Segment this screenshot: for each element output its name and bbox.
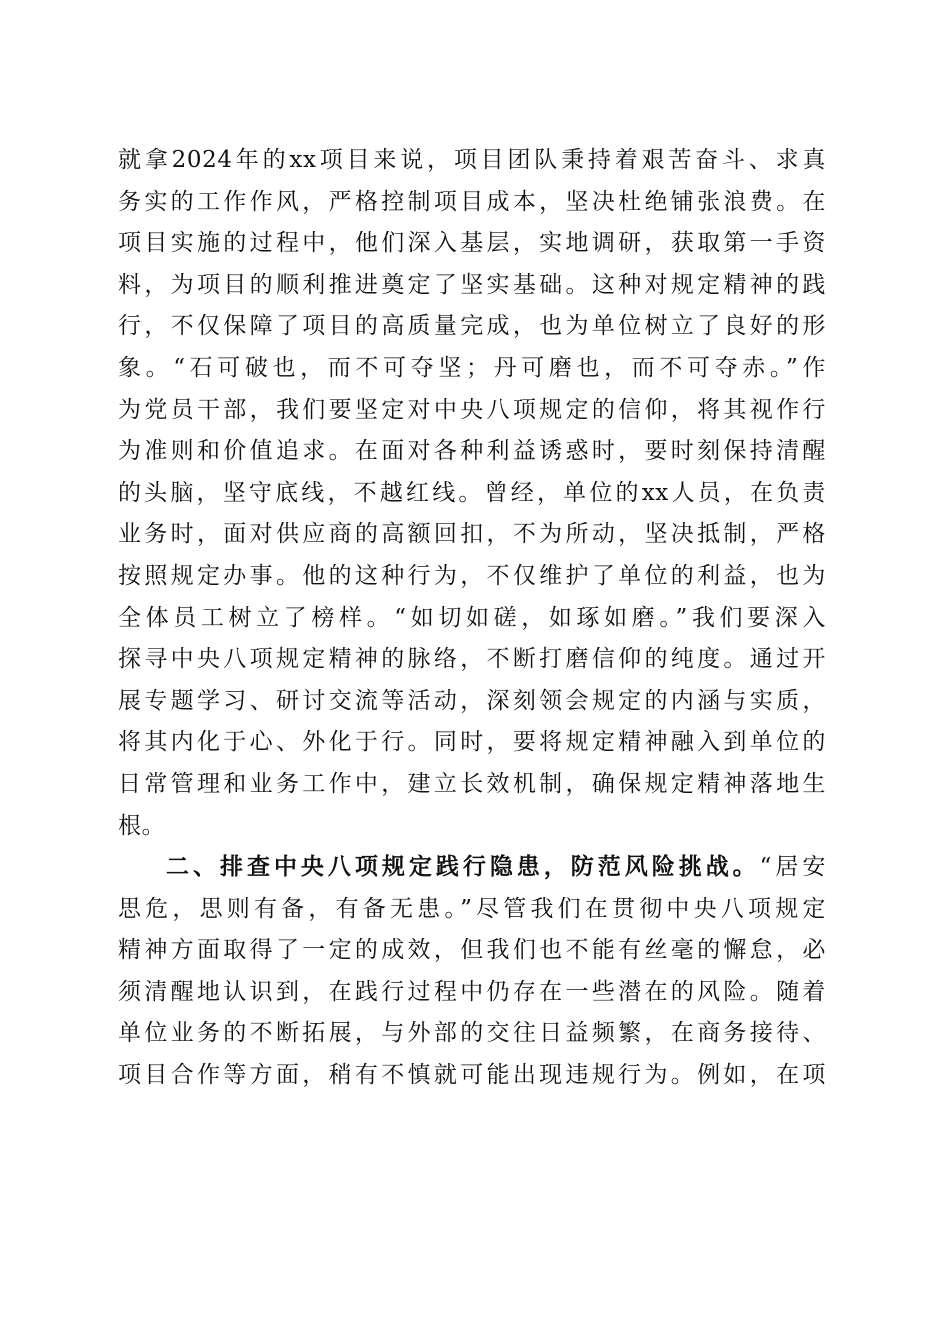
text-line: 单位业务的不断拓展，与外部的交往日益频繁，在商务接待、: [118, 1020, 826, 1047]
text-line: 行，不仅保障了项目的高质量完成，也为单位树立了良好的形: [118, 313, 826, 340]
text-line: 展专题学习、研讨交流等活动，深刻领会规定的内涵与实质，: [118, 687, 826, 714]
text-line: 料，为项目的顺利推进奠定了坚实基础。这种对规定精神的践: [118, 271, 826, 298]
text-line: 象。“石可破也，而不可夺坚；丹可磨也，而不可夺赤。”作: [118, 354, 826, 381]
text-line: 的头脑，坚守底线，不越红线。曾经，单位的xx人员，在负责: [118, 479, 826, 506]
section-2: [118, 847, 826, 1097]
text-line: 为党员干部，我们要坚定对中央八项规定的信仰，将其视作行: [118, 396, 826, 423]
text-line: 根。: [118, 812, 166, 839]
text-line: 全体员工树立了榜样。“如切如磋，如琢如磨。”我们要深入: [118, 604, 826, 631]
text-line: 项目合作等方面，稍有不慎就可能出现违规行为。例如，在项: [118, 1062, 826, 1089]
text-line: 精神方面取得了一定的成效，但我们也不能有丝毫的懈怠，必: [118, 937, 826, 964]
text-line: 探寻中央八项规定精神的脉络，不断打磨信仰的纯度。通过开: [118, 646, 826, 673]
text-line: 务实的工作作风，严格控制项目成本，坚决杜绝铺张浪费。在: [118, 188, 826, 215]
text-line: 就拿2024年的xx项目来说，项目团队秉持着艰苦奋斗、求真: [118, 147, 826, 173]
text-line: 思危，思则有备，有备无患。”尽管我们在贯彻中央八项规定: [118, 895, 826, 922]
text-line: 业务时，面对供应商的高额回扣，不为所动，坚决抵制，严格: [118, 521, 826, 548]
section-heading: 二、排查中央八项规定践行隐患，防范风险挑战。: [166, 854, 760, 881]
body-text: [118, 140, 826, 1097]
text-line: 项目实施的过程中，他们深入基层，实地调研，获取第一手资: [118, 230, 826, 257]
text-line: 为准则和价值追求。在面对各种利益诱惑时，要时刻保持清醒: [118, 438, 826, 465]
text-line: 按照规定办事。他的这种行为，不仅维护了单位的利益，也为: [118, 562, 826, 589]
section-2-first-line: [118, 847, 826, 889]
text-line: 将其内化于心、外化于行。同时，要将规定精神融入到单位的: [118, 729, 826, 756]
text-line: 须清醒地认识到，在践行过程中仍存在一些潜在的风险。随着: [118, 978, 826, 1005]
text-segment: “居安: [759, 854, 826, 881]
text-line: 日常管理和业务工作中，建立长效机制，确保规定精神落地生: [118, 770, 826, 797]
paragraph-1: [118, 140, 826, 847]
